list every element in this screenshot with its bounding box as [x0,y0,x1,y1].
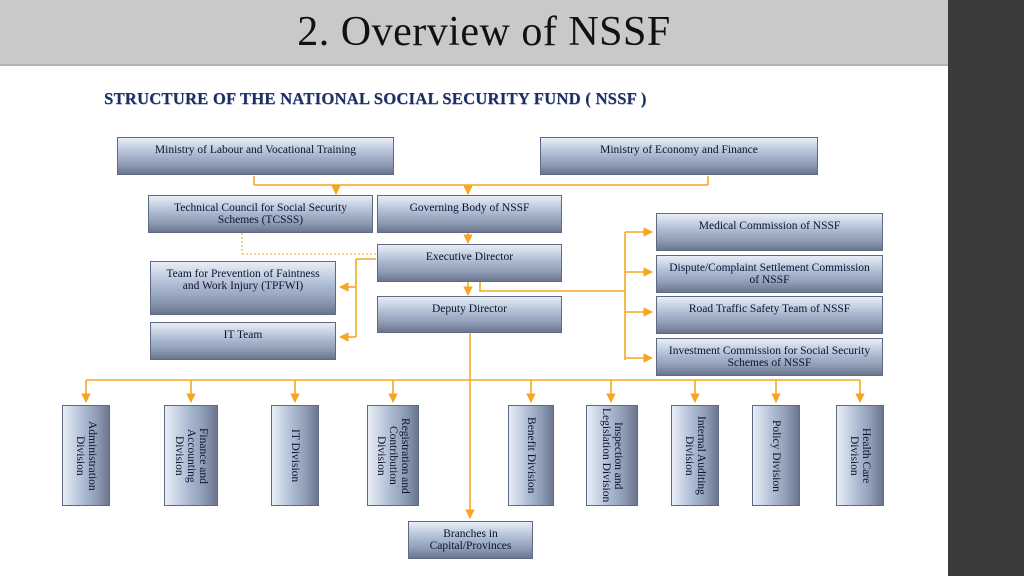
ministry-labour-box [117,137,394,175]
division-label: Registration and Contribution Division [375,417,411,494]
division-benefit [508,405,554,506]
division-label: Administration Division [74,420,98,491]
branches-box [408,521,533,559]
tcsss-label: Technical Council for Social Security Schemes (TCSSS) [174,202,347,226]
division-label: Policy Division [770,419,782,492]
it-team-label: IT Team [223,329,263,341]
deputy-director-box [377,296,562,333]
division-health-care [836,405,884,506]
tpfwi-box [150,261,336,315]
branches-label: Branches in Capital/Provinces [429,528,512,552]
division-label: Health Care Division [848,427,872,484]
executive-director-label: Executive Director [425,251,514,263]
dispute-commission-label: Dispute/Complaint Settlement Commission of NSSF [669,262,870,286]
division-internal-auditing [671,405,719,506]
division-registration-contribution [367,405,419,506]
slide-title: 2. Overview of NSSF [297,9,671,55]
division-administration [62,405,110,506]
road-traffic-team-label: Road Traffic Safety Team of NSSF [688,303,851,315]
tcsss-box [148,195,373,233]
division-label: Finance and Accounting Division [173,427,209,484]
division-inspection-legislation [586,405,638,506]
division-label: Benefit Division [525,417,537,494]
ministry-economy-box [540,137,818,175]
road-traffic-team-box [656,296,883,334]
right-side-panel [948,0,1024,576]
executive-director-box [377,244,562,282]
governing-body-box [377,195,562,233]
division-label: Internal Auditing Division [683,416,707,495]
chart-subtitle: STRUCTURE OF THE NATIONAL SOCIAL SECURITY FUND ( NSSF ) [104,89,647,108]
governing-body-label: Governing Body of NSSF [409,202,530,214]
it-team-box [150,322,336,360]
division-finance-accounting [164,405,218,506]
investment-commission-box [656,338,883,376]
dispute-commission-box [656,255,883,293]
ministry-labour-label: Ministry of Labour and Vocational Training [154,144,357,156]
investment-commission-label: Investment Commission for Social Security Schemes of NSSF [668,345,871,369]
tpfwi-label: Team for Prevention of Faintness and Work Injury (TPFWI) [166,268,320,292]
division-policy [752,405,800,506]
division-label: Inspection and Legislation Division [600,408,624,503]
division-label: IT Division [289,428,301,483]
division-it [271,405,319,506]
ministry-economy-label: Ministry of Economy and Finance [600,144,758,156]
medical-commission-box [656,213,883,251]
deputy-director-label: Deputy Director [431,303,508,315]
medical-commission-label: Medical Commission of NSSF [698,220,841,232]
